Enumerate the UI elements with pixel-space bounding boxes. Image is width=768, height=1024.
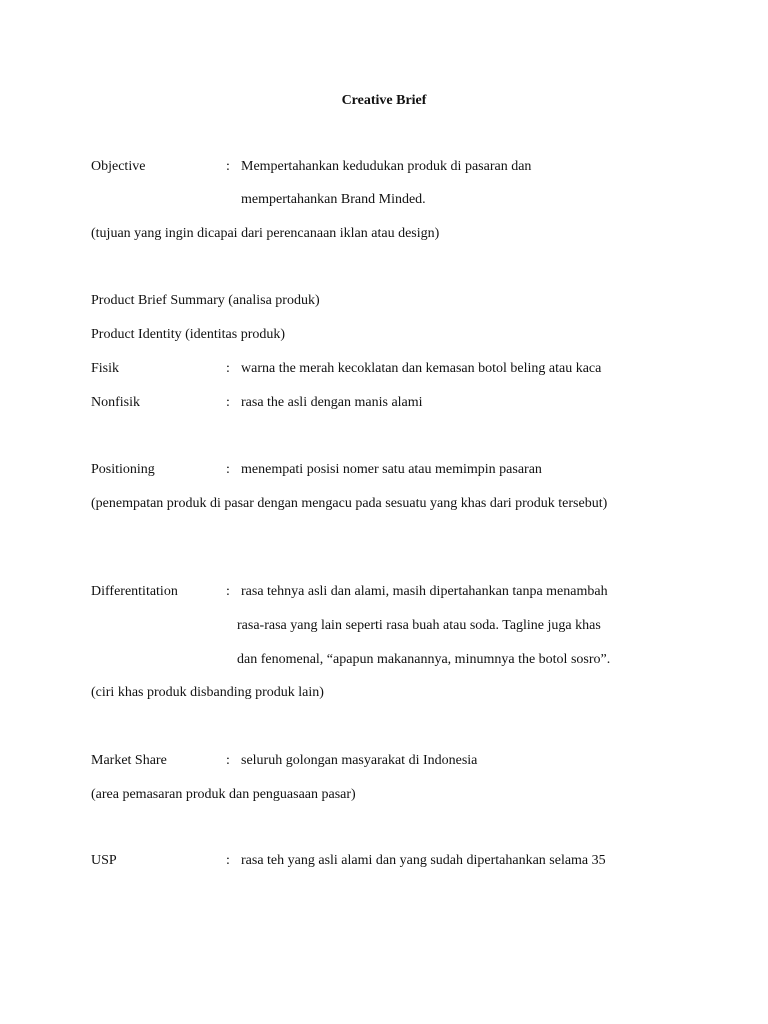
product-brief-heading xyxy=(91,291,320,311)
product-identity-note: (identitas produk) xyxy=(181,327,286,342)
fisik-value: warna the merah kecoklatan dan kemasan botol beling atau kaca xyxy=(241,361,602,376)
product-identity-heading xyxy=(91,325,285,345)
positioning-value: menempati posisi nomer satu atau memimpin pasaran xyxy=(241,462,542,477)
usp-value: rasa teh yang asli alami dan yang sudah dipertahankan selama 35 xyxy=(241,853,606,868)
market-share-note: (area pemasaran produk dan penguasaan pasar) xyxy=(91,787,356,802)
usp-label: USP xyxy=(91,853,117,868)
positioning-note: (penempatan produk di pasar dengan mengacu pada sesuatu yang khas dari produk tersebut) xyxy=(91,496,608,511)
differentiation-value-line1: rasa tehnya asli dan alami, masih dipertahankan tanpa menambah xyxy=(241,584,608,599)
objective-note: (tujuan yang ingin dicapai dari perencanaan iklan atau design) xyxy=(91,226,440,241)
positioning-colon: : xyxy=(226,462,230,477)
market-share-value: seluruh golongan masyarakat di Indonesia xyxy=(241,753,478,768)
differentiation-colon: : xyxy=(226,584,230,599)
differentiation-value-line3: dan fenomenal, “apapun makanannya, minumnya the botol sosro”. xyxy=(237,652,611,667)
differentiation-label: Differentitation xyxy=(91,584,178,599)
product-brief-heading-note: (analisa produk) xyxy=(224,293,320,308)
fisik-colon: : xyxy=(226,361,230,376)
objective-value-line2: mempertahankan Brand Minded. xyxy=(241,192,426,207)
nonfisik-value: rasa the asli dengan manis alami xyxy=(241,395,423,410)
market-share-label: Market Share xyxy=(91,753,167,768)
document-title: Creative Brief xyxy=(341,93,427,108)
positioning-label: Positioning xyxy=(91,462,155,477)
differentiation-value-line2: rasa-rasa yang lain seperti rasa buah atau soda. Tagline juga khas xyxy=(237,618,601,633)
product-identity-text: Product Identity xyxy=(91,327,182,342)
objective-value-line1: Mempertahankan kedudukan produk di pasaran dan xyxy=(241,159,532,174)
objective-colon: : xyxy=(226,159,230,174)
objective-label: Objective xyxy=(91,159,146,174)
market-share-colon: : xyxy=(226,753,230,768)
product-brief-heading-text: Product Brief Summary xyxy=(91,293,225,308)
usp-colon: : xyxy=(226,853,230,868)
differentiation-note: (ciri khas produk disbanding produk lain) xyxy=(91,685,324,700)
nonfisik-label: Nonfisik xyxy=(91,395,140,410)
nonfisik-colon: : xyxy=(226,395,230,410)
fisik-label: Fisik xyxy=(91,361,120,376)
